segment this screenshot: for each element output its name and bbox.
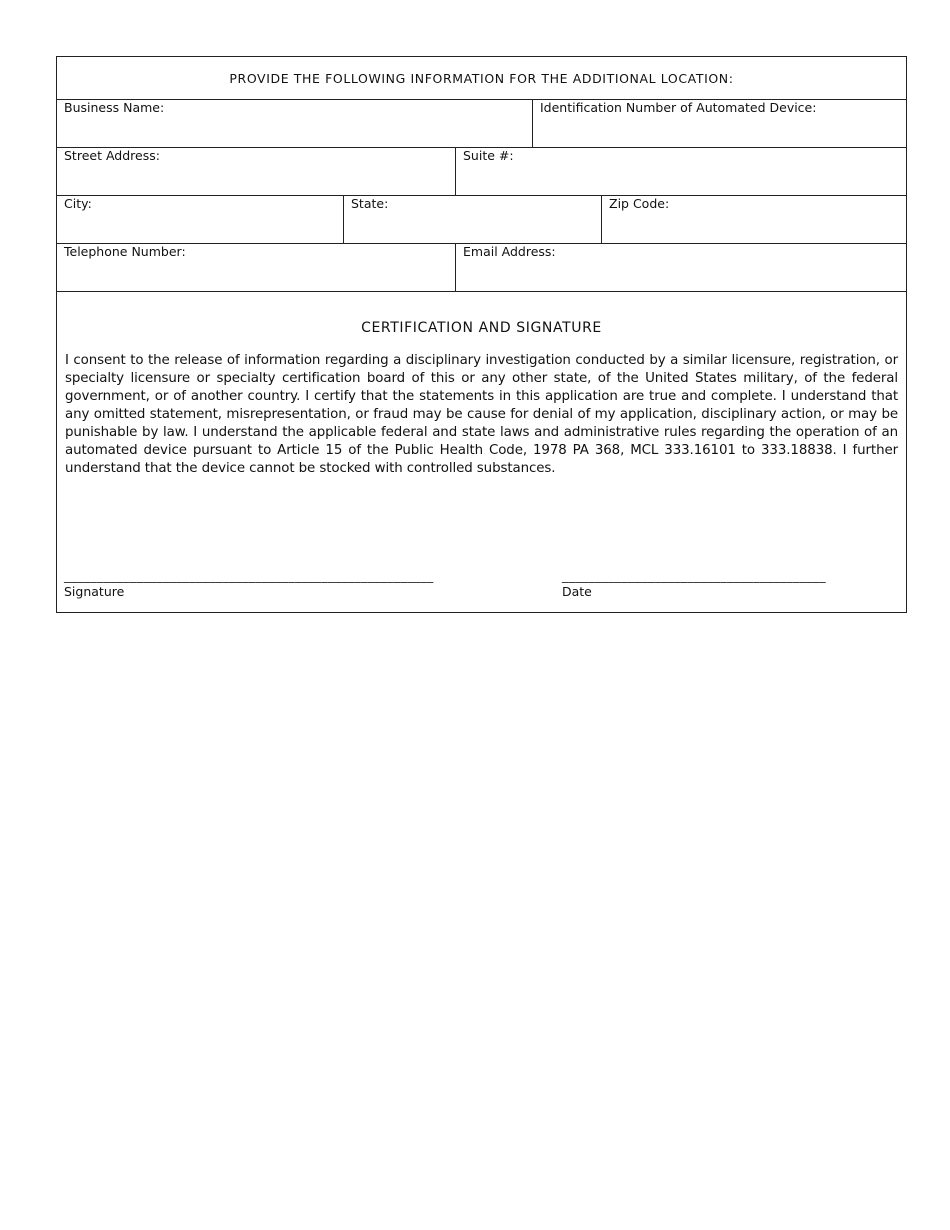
signature-label: Signature bbox=[64, 584, 125, 599]
date-line[interactable]: ________________________________________ bbox=[562, 568, 826, 583]
city-label: City: bbox=[64, 196, 92, 211]
city-field[interactable] bbox=[57, 196, 343, 243]
email-field[interactable] bbox=[455, 244, 906, 291]
suite-field[interactable] bbox=[455, 148, 906, 195]
identification-number-field[interactable] bbox=[532, 100, 906, 147]
row-address bbox=[57, 148, 906, 196]
street-address-label: Street Address: bbox=[64, 148, 160, 163]
suite-label: Suite #: bbox=[463, 148, 514, 163]
certification-title: CERTIFICATION AND SIGNATURE bbox=[361, 320, 602, 336]
certification-text: I consent to the release of information regarding a disciplinary investigation conducted by a similar licensure, registration, or specialty licensure or specialty certification board of this or any other state, of the United States military, of the federal government, or of another country. I certify that the statements in this application are true and complete. I understand that any omitted statement, misrepresentation, or fraud may be cause for denial of my application, disciplinary action, or may be punishable by law. I understand the applicable federal and state laws and administrative rules regarding the operation of an automated device pursuant to Article 15 of the Public Health Code, 1978 PA 368, MCL 333.16101 to 333.18838. I further understand that the device cannot be stocked with controlled substances. bbox=[65, 353, 898, 476]
state-label: State: bbox=[351, 196, 389, 211]
zip-code-label: Zip Code: bbox=[609, 196, 670, 211]
row-city-state-zip bbox=[57, 196, 906, 244]
signature-block[interactable] bbox=[64, 570, 434, 599]
certification-section bbox=[57, 292, 906, 612]
additional-location-form bbox=[56, 56, 907, 613]
date-label: Date bbox=[562, 584, 592, 599]
business-name-label: Business Name: bbox=[64, 100, 165, 115]
identification-number-label: Identification Number of Automated Device: bbox=[540, 100, 817, 115]
date-block[interactable] bbox=[562, 570, 826, 599]
state-field[interactable] bbox=[343, 196, 601, 243]
row-contact bbox=[57, 244, 906, 292]
zip-code-field[interactable] bbox=[601, 196, 906, 243]
telephone-label: Telephone Number: bbox=[64, 244, 186, 259]
telephone-field[interactable] bbox=[57, 244, 455, 291]
street-address-field[interactable] bbox=[57, 148, 455, 195]
signature-line[interactable]: ________________________________________________________ bbox=[64, 568, 434, 583]
business-name-field[interactable] bbox=[57, 100, 532, 147]
row-business bbox=[57, 100, 906, 148]
form-header: PROVIDE THE FOLLOWING INFORMATION FOR THE ADDITIONAL LOCATION: bbox=[57, 57, 906, 100]
email-label: Email Address: bbox=[463, 244, 556, 259]
